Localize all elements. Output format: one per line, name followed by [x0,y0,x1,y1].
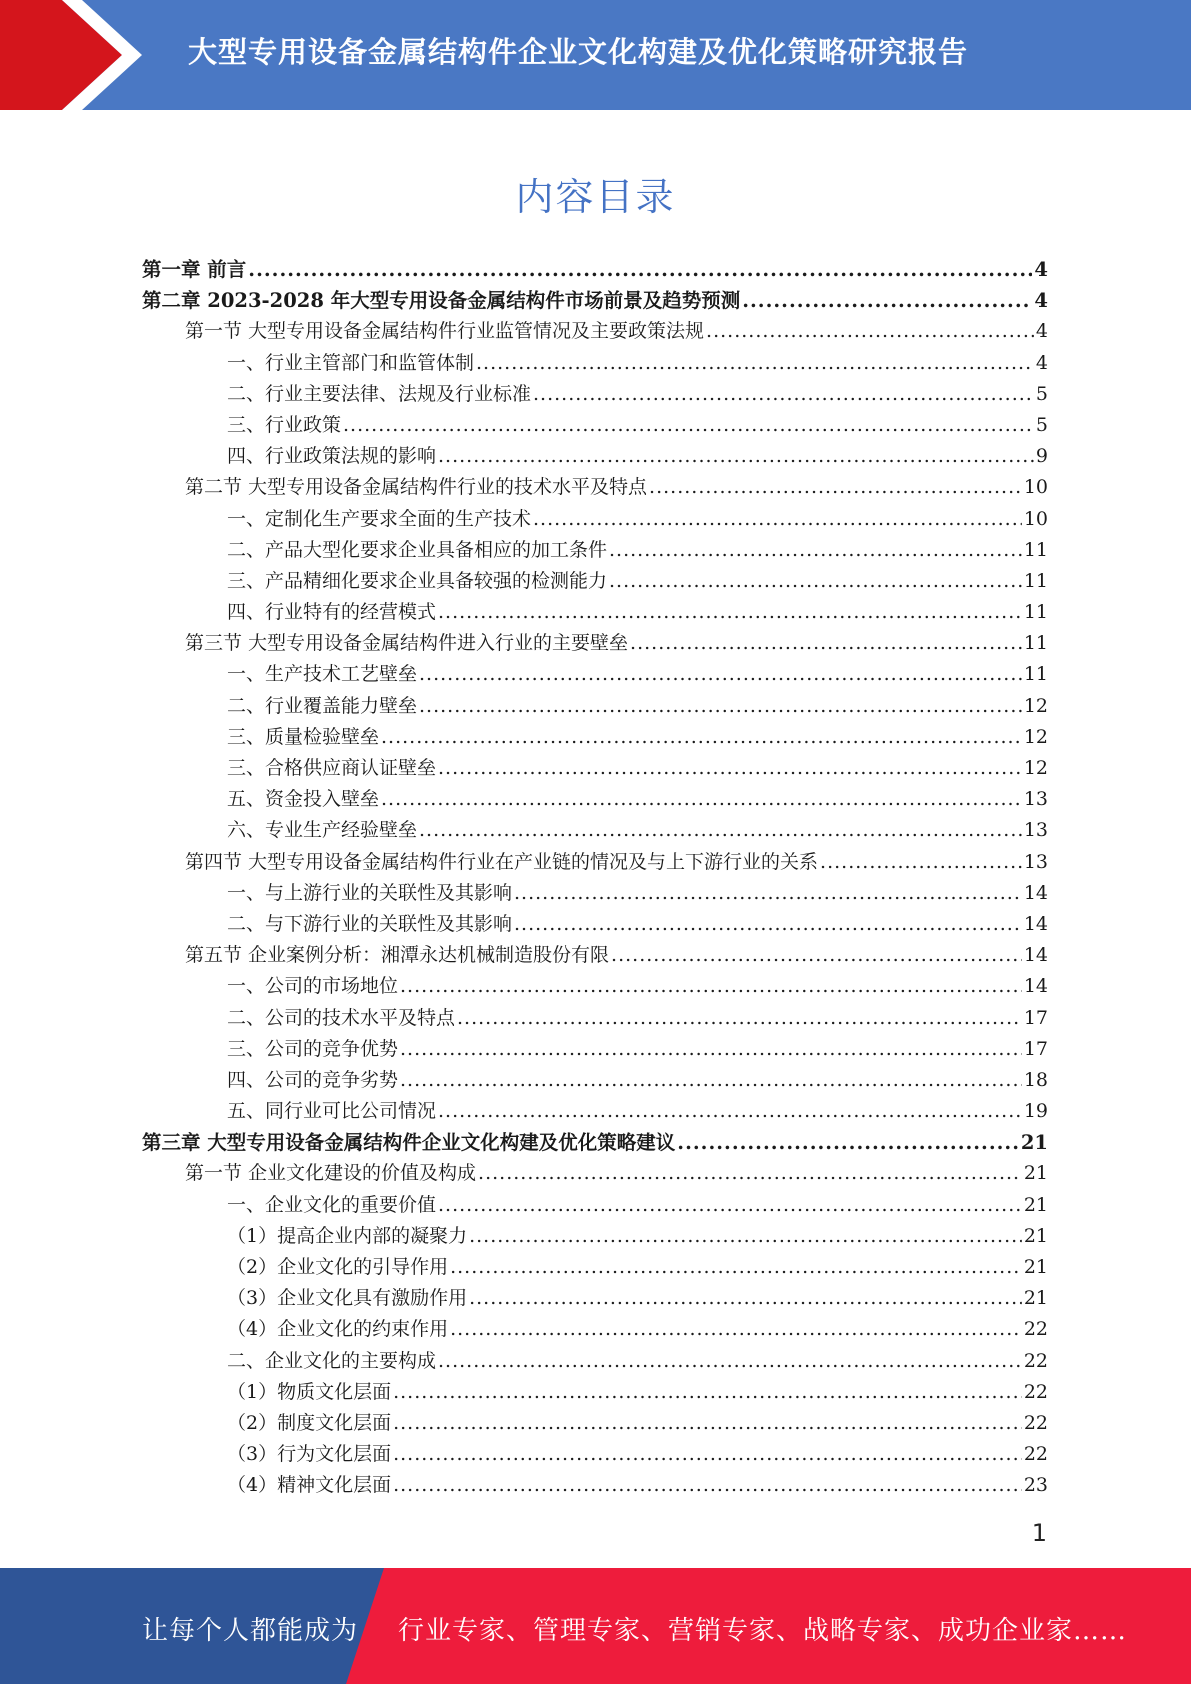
toc-entry-title: （4）精神文化层面 [227,1474,392,1497]
toc-entry-page: 22 [1023,1443,1048,1466]
toc-entry[interactable] [142,1096,1048,1127]
dot-leader [820,847,1022,878]
toc-entry[interactable] [142,1158,1048,1189]
toc-entry-page: 10 [1023,476,1048,499]
dot-leader [609,535,1022,566]
toc-entry-page: 22 [1023,1411,1048,1434]
dot-leader [450,1252,1022,1283]
dot-leader [400,971,1022,1002]
toc-entry-title: 第二节 大型专用设备金属结构件行业的技术水平及特点 [185,476,648,499]
toc-entry-title: （2）制度文化层面 [227,1411,392,1434]
table-of-contents [142,254,1048,1502]
dot-leader [469,1283,1022,1314]
toc-entry[interactable] [142,1346,1048,1377]
toc-entry-page: 12 [1023,757,1048,779]
toc-entry[interactable] [142,254,1048,285]
dot-leader [533,504,1022,535]
toc-entry[interactable] [142,753,1048,784]
dot-leader [393,1439,1022,1470]
dot-leader [438,753,1022,784]
toc-entry[interactable] [142,1221,1048,1252]
toc-entry-page: 17 [1023,1006,1048,1029]
dot-leader [514,909,1022,940]
toc-entry[interactable] [142,472,1048,503]
dot-leader [533,379,1034,410]
toc-entry-page: 5 [1035,382,1048,405]
toc-entry-title: 四、行业政策法规的影响 [227,445,437,468]
toc-entry-page: 11 [1023,538,1048,561]
toc-entry-page: 19 [1023,1100,1048,1123]
toc-entry-page: 4 [1034,289,1048,313]
toc-entry-page: 14 [1023,881,1048,904]
toc-entry-title: 三、行业政策 [227,413,342,436]
toc-entry-title: 六、专业生产经验壁垒 [227,819,418,842]
toc-entry-page: 4 [1034,258,1048,281]
toc-entry-title: 二、产品大型化要求企业具备相应的加工条件 [227,538,608,561]
toc-entry-title: 第一节 大型专用设备金属结构件行业监管情况及主要政策法规 [185,320,705,343]
dot-leader [450,1314,1022,1345]
toc-entry-page: 4 [1035,351,1048,374]
toc-entry-page: 22 [1023,1349,1048,1372]
dot-leader [343,410,1034,441]
dot-leader [248,254,1032,285]
dot-leader [419,659,1022,690]
dot-leader [514,878,1022,909]
toc-entry-page: 21 [1020,1131,1048,1155]
toc-entry-page: 13 [1023,788,1048,811]
toc-entry[interactable] [142,379,1048,410]
toc-entry-page: 4 [1035,320,1048,343]
toc-entry-title: 三、公司的竞争优势 [227,1037,399,1060]
dot-leader [469,1221,1022,1252]
toc-entry-page: 21 [1023,1287,1048,1310]
toc-entry[interactable] [142,940,1048,971]
toc-entry-page: 22 [1023,1318,1048,1341]
toc-entry-title: 四、行业特有的经营模式 [227,601,437,624]
report-title: 大型专用设备金属结构件企业文化构建及优化策略研究报告 [188,35,969,69]
toc-entry-title: 一、公司的市场地位 [227,975,399,998]
toc-entry-page: 21 [1023,1162,1048,1185]
toc-entry-page: 17 [1023,1037,1048,1060]
toc-entry-title: 一、定制化生产要求全面的生产技术 [227,507,532,530]
toc-entry-page: 11 [1023,632,1048,655]
chevron-arrow-icon [0,0,160,110]
toc-entry-page: 12 [1023,694,1048,717]
toc-entry[interactable] [142,535,1048,566]
toc-entry-page: 23 [1023,1474,1048,1497]
toc-entry[interactable] [142,722,1048,753]
toc-entry-title: （3）企业文化具有激励作用 [227,1287,468,1310]
toc-entry-page: 21 [1023,1193,1048,1216]
toc-entry-page: 11 [1023,663,1048,686]
toc-entry[interactable] [142,1377,1048,1408]
toc-entry-title: （4）企业文化的约束作用 [227,1318,449,1341]
dot-leader [381,722,1022,753]
toc-entry-title: 二、行业主要法律、法规及行业标准 [227,382,532,405]
dot-leader [457,1003,1022,1034]
toc-entry-title: 二、公司的技术水平及特点 [227,1006,456,1029]
toc-entry-title: 第三章 大型专用设备金属结构件企业文化构建及优化策略建议 [142,1131,676,1155]
dot-leader [400,1034,1022,1065]
toc-entry-title: 三、产品精细化要求企业具备较强的检测能力 [227,569,608,592]
footer-slogan-left: 让每个人都能成为 [142,1616,359,1646]
toc-entry[interactable] [142,504,1048,535]
toc-entry-title: （3）行为文化层面 [227,1443,392,1466]
dot-leader [649,472,1022,503]
toc-entry-title: 第四节 大型专用设备金属结构件行业在产业链的情况及与上下游行业的关系 [185,850,819,873]
toc-entry-title: 五、资金投入壁垒 [227,788,380,811]
toc-entry-title: 三、合格供应商认证壁垒 [227,757,437,779]
toc-entry-title: 五、同行业可比公司情况 [227,1100,437,1123]
toc-entry-title: 一、行业主管部门和监管体制 [227,351,475,374]
dot-leader [438,1190,1022,1221]
dot-leader [438,441,1034,472]
toc-entry[interactable] [142,878,1048,909]
header-banner [0,0,1191,110]
toc-entry-page: 18 [1023,1068,1048,1091]
toc-entry[interactable] [142,1283,1048,1314]
toc-entry-title: （2）企业文化的引导作用 [227,1256,449,1278]
toc-entry[interactable] [142,1408,1048,1439]
dot-leader [400,1065,1022,1096]
toc-entry[interactable] [142,1470,1048,1501]
toc-entry-title: 第五节 企业案例分析：湘潭永达机械制造股份有限 [185,944,610,967]
dot-leader [381,784,1022,815]
toc-entry[interactable] [142,847,1048,878]
dot-leader [419,815,1022,846]
toc-entry-page: 14 [1023,975,1048,998]
toc-entry-title: 第三节 大型专用设备金属结构件进入行业的主要壁垒 [185,632,629,655]
toc-entry-page: 11 [1023,601,1048,624]
toc-entry-page: 14 [1023,912,1048,935]
toc-entry-page: 11 [1023,569,1048,592]
dot-leader [677,1127,1019,1158]
toc-entry-page: 5 [1035,413,1048,436]
dot-leader [438,597,1022,628]
dot-leader [611,940,1022,971]
footer-banner [0,1568,1191,1684]
toc-entry-title: 第一节 企业文化建设的价值及构成 [185,1162,477,1185]
dot-leader [393,1408,1022,1439]
dot-leader [630,628,1022,659]
toc-entry-title: 第一章 前言 [142,258,247,281]
dot-leader [609,566,1022,597]
toc-heading: 内容目录 [515,175,676,219]
dot-leader [393,1470,1022,1501]
toc-entry[interactable] [142,971,1048,1002]
dot-leader [478,1158,1022,1189]
toc-entry-page: 21 [1023,1224,1048,1247]
toc-entry[interactable] [142,316,1048,347]
toc-entry-title: 四、公司的竞争劣势 [227,1068,399,1091]
dot-leader [476,348,1034,379]
toc-entry-title: （1）物质文化层面 [227,1380,392,1403]
toc-entry-page: 14 [1023,944,1048,967]
toc-entry[interactable] [142,1252,1048,1283]
dot-leader [438,1096,1022,1127]
toc-entry[interactable] [142,1314,1048,1345]
toc-entry[interactable] [142,909,1048,940]
page-number: 1 [1031,1519,1047,1547]
toc-entry[interactable] [142,1034,1048,1065]
toc-entry-page: 13 [1023,850,1048,873]
toc-entry[interactable] [142,691,1048,722]
toc-entry-title: 二、企业文化的主要构成 [227,1349,437,1372]
footer-slogan-right: 行业专家、管理专家、营销专家、战略专家、成功企业家…… [398,1616,1128,1646]
toc-entry[interactable] [142,1190,1048,1221]
toc-entry[interactable] [142,566,1048,597]
dot-leader [393,1377,1022,1408]
toc-entry[interactable] [142,784,1048,815]
toc-entry[interactable] [142,410,1048,441]
dot-leader [419,691,1022,722]
toc-entry-page: 10 [1023,507,1048,530]
toc-entry-title: 第二章 2023-2028 年大型专用设备金属结构件市场前景及趋势预测 [142,289,741,313]
toc-entry[interactable] [142,597,1048,628]
toc-entry-page: 12 [1023,725,1048,748]
toc-entry-title: （1）提高企业内部的凝聚力 [227,1224,468,1247]
toc-entry-title: 一、与上游行业的关联性及其影响 [227,881,513,904]
toc-entry[interactable] [142,815,1048,846]
toc-entry[interactable] [142,441,1048,472]
toc-entry-title: 二、与下游行业的关联性及其影响 [227,912,513,935]
toc-entry[interactable] [142,348,1048,379]
dot-leader [742,285,1032,316]
toc-entry-page: 21 [1023,1256,1048,1278]
toc-entry-title: 三、质量检验壁垒 [227,725,380,748]
toc-entry[interactable] [142,659,1048,690]
toc-entry-title: 一、生产技术工艺壁垒 [227,663,418,686]
toc-entry-title: 一、企业文化的重要价值 [227,1193,437,1216]
toc-entry-page: 22 [1023,1380,1048,1403]
toc-entry[interactable] [142,628,1048,659]
toc-entry[interactable] [142,1439,1048,1470]
toc-entry-page: 9 [1035,445,1048,468]
toc-entry[interactable] [142,1065,1048,1096]
toc-entry-page: 13 [1023,819,1048,842]
toc-entry[interactable] [142,1127,1048,1158]
dot-leader [706,316,1034,347]
toc-entry[interactable] [142,285,1048,316]
toc-entry-title: 二、行业覆盖能力壁垒 [227,694,418,717]
toc-entry[interactable] [142,1003,1048,1034]
dot-leader [438,1346,1022,1377]
